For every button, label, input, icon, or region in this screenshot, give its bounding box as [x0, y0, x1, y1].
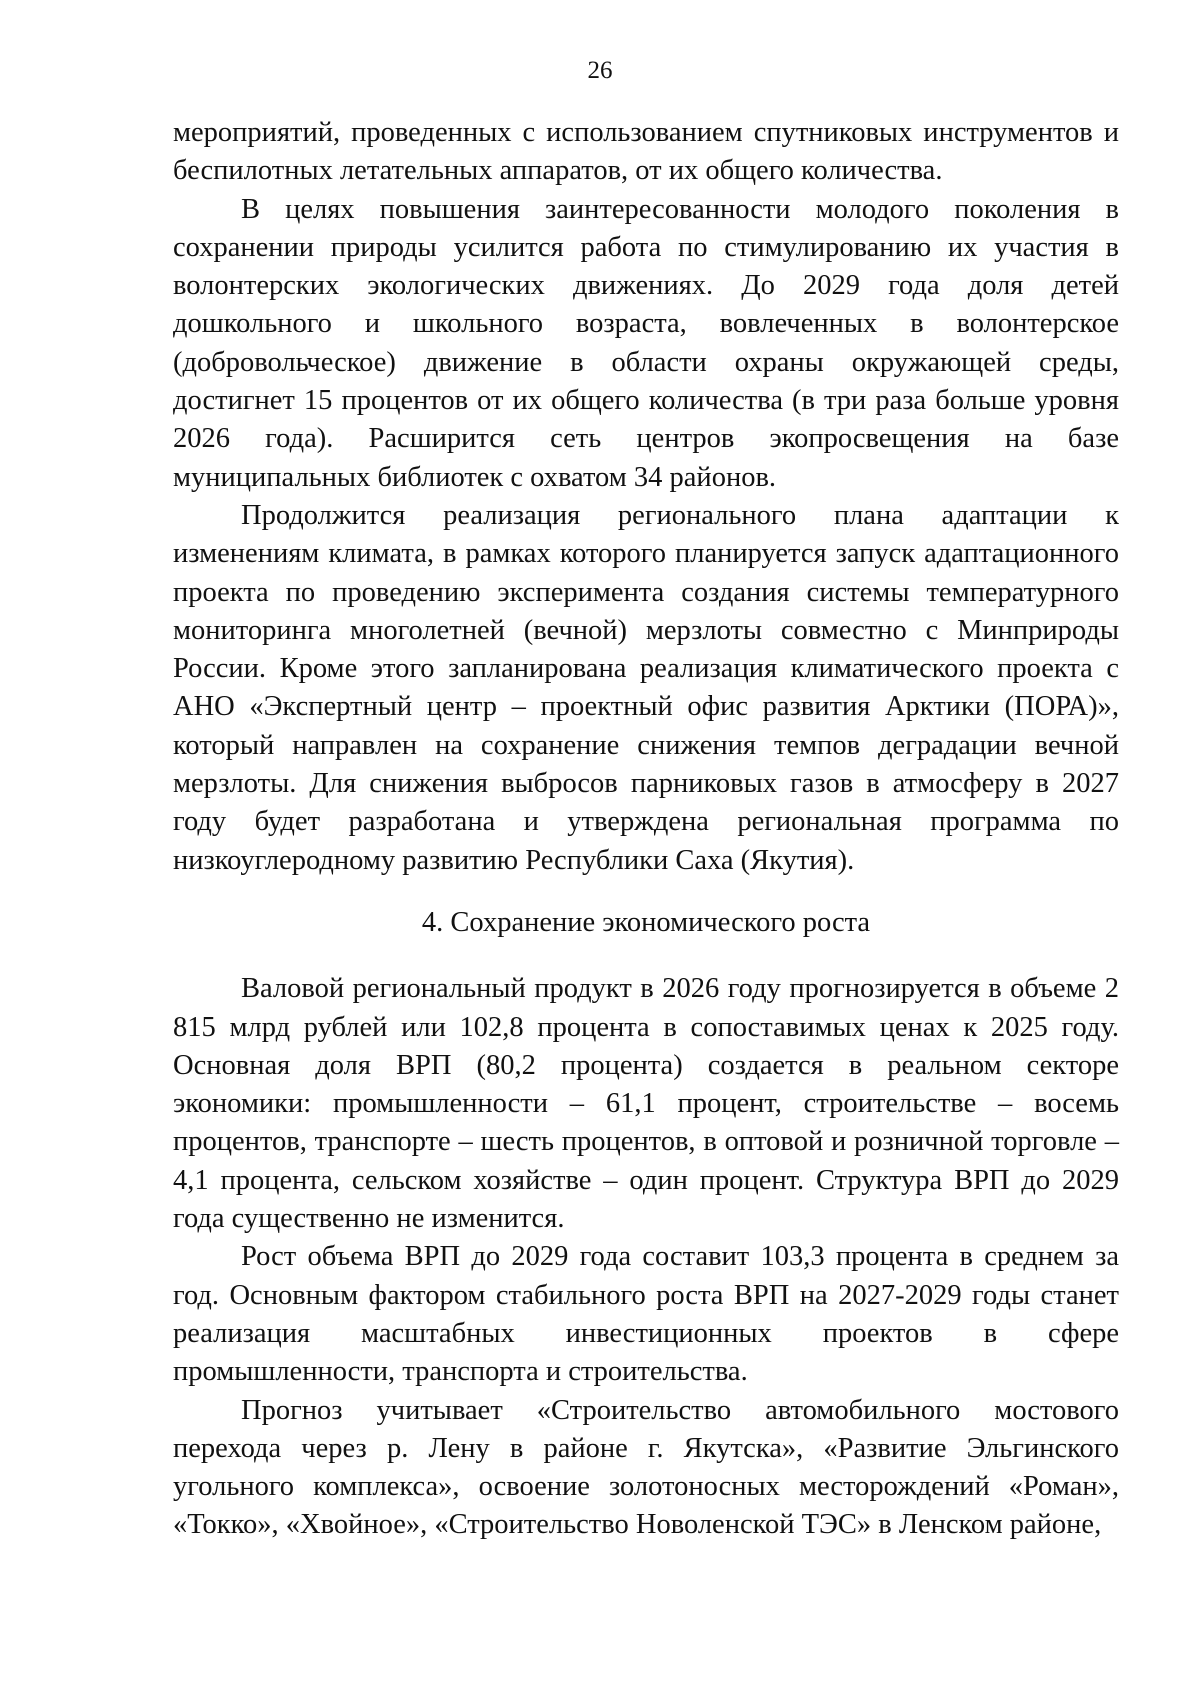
- paragraph-grp-growth: Рост объема ВРП до 2029 года составит 103,3 процента в среднем за год. Основным фактором стабильного роста ВРП на 2027-2029 годы станет реализация масштабных инвестиционных проектов в сфере промышленности, транспорта и строительства.: [173, 1241, 1119, 1388]
- document-body: [173, 114, 1119, 1545]
- paragraph-investment-projects: Прогноз учитывает «Строительство автомобильного мостового перехода через р. Лену в районе г. Якутска», «Развитие Эльгинского угольного комплекса», освоение золотоносных месторождений «Роман», «Токко», «Хвойное», «Строительство Новоленской ТЭС» в Ленском районе,: [173, 1394, 1119, 1541]
- paragraph-climate-adaptation: Продолжится реализация регионального плана адаптации к изменениям климата, в рамках которого планируется запуск адаптационного проекта по проведению эксперимента создания системы температурного мониторинга многолетней (вечной) мерзлоты совместно с Минприроды России. Кроме этого запланирована реализация климатического проекта с АНО «Экспертный центр – проектный офис развития Арктики (ПОРА)», который направлен на сохранение снижения темпов деградации вечной мерзлоты. Для снижения выбросов парниковых газов в атмосферу в 2027 году будет разработана и утверждена региональная программа по низкоуглеродному развитию Республики Саха (Якутия).: [173, 499, 1119, 876]
- section-heading: 4. Сохранение экономического роста: [421, 906, 871, 938]
- paragraph-youth-volunteering: В целях повышения заинтересованности молодого поколения в сохранении природы усилится работа по стимулированию их участия в волонтерских экологических движениях. До 2029 года доля детей дошкольного и школьного возраста, вовлеченных в волонтерское (добровольческое) движение в области охраны окружающей среды, достигнет 15 процентов от их общего количества (в три раза больше уровня 2026 года). Расширится сеть центров экопросвещения на базе муниципальных библиотек с охватом 34 районов.: [173, 193, 1119, 493]
- paragraph-continuation: мероприятий, проведенных с использованием спутниковых инструментов и беспилотных летательных аппаратов, от их общего количества.: [173, 117, 1119, 187]
- page-number: 26: [587, 57, 613, 84]
- paragraph-grp-forecast: Валовой региональный продукт в 2026 году прогнозируется в объеме 2 815 млрд рублей или 102,8 процента в сопоставимых ценах к 2025 году. Основная доля ВРП (80,2 процента) создается в реальном секторе экономики: промышленности – 61,1 процент, строительстве – восемь процентов, транспорте – шесть процентов, в оптовой и розничной торговле – 4,1 процента, сельском хозяйстве – один процент. Структура ВРП до 2029 года существенно не изменится.: [173, 973, 1119, 1235]
